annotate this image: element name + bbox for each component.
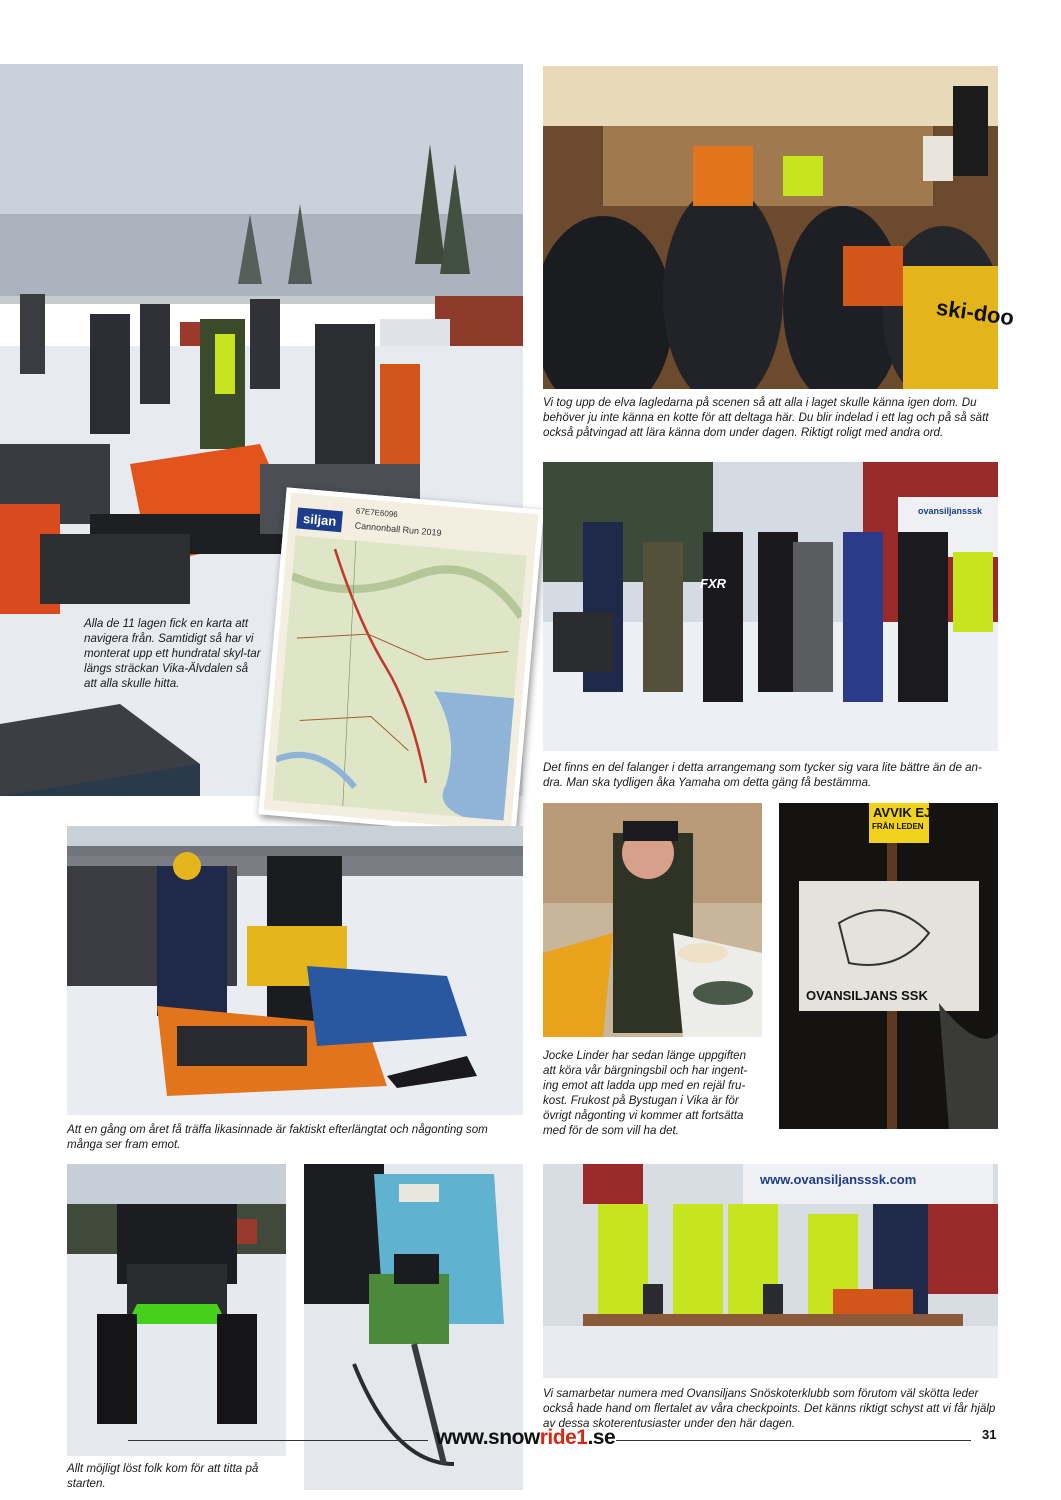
caption-map: Alla de 11 lagen fick en karta att navigera från. Samtidigt så har vi monterat upp ett hundratal skyl-tar längs sträckan Vika-Älvdalen så att alla skulle hitta. [84, 617, 261, 690]
footer-url-prefix: www.snow [436, 1426, 540, 1449]
photo-club-sign [779, 803, 998, 1129]
footer-url [436, 1426, 615, 1450]
sign-avvik: AVVIK EJ [873, 805, 932, 820]
map-card [258, 487, 544, 836]
footer-rule-right [616, 1440, 971, 1441]
footer-rule-left [128, 1440, 428, 1441]
club-banner-small: ovansiljansssk [918, 506, 983, 516]
caption-stage: Vi tog upp de elva lagledarna på scenen så att alla i laget skulle känna igen dom. Du behöver ju inte känna en kotte för att deltaga här. Du blir indelad i ett lag och på så sätt också påtvingad att lära känna dom under dagen. Riktigt roligt med andra ord. [543, 396, 989, 439]
footer-url-accent: ride1 [539, 1426, 588, 1449]
caption-yamaha: Det finns en del falanger i detta arrangemang som tycker sig vara lite bättre än de an-dra. Man ska tydligen åka Yamaha om detta gäng få bestämma. [543, 761, 982, 789]
page-number: 31 [982, 1427, 997, 1442]
skidoo-jacket-text: ski-doo [934, 294, 1016, 331]
photo-side-by-side [67, 1164, 286, 1456]
fxr-logo: FXR [700, 576, 726, 591]
siljan-logo: siljan [296, 507, 343, 532]
photo-volunteers [543, 1164, 998, 1378]
photo-stage-meeting [543, 66, 998, 389]
route-map [272, 535, 526, 820]
sign-ovansiljans: OVANSILJANS SSK [806, 988, 928, 1003]
map-code: 67E7E6096 [355, 506, 399, 520]
caption-jocke: Jocke Linder har sedan länge uppgiften att köra vår bärgningsbil och har ingent-ing emot att ladda upp med en rejäl fru-kost. Frukost på Bystugan i Vika är för övrigt någonting vi kommer att fortsätta med för de som vill ha det. [543, 1049, 748, 1137]
sign-fran-leden: FRÅN LEDEN [872, 822, 924, 831]
footer-url-suffix: .se [587, 1426, 616, 1449]
caption-meet: Att en gång om året få träffa likasinnade är faktiskt efterlängtat och någonting som många ser fram emot. [67, 1123, 488, 1151]
volunteers-banner: www.ovansiljansssk.com [760, 1172, 917, 1187]
photo-old-snowmobile [67, 826, 523, 1115]
caption-start: Allt möjligt löst folk kom för att titta på starten. [67, 1462, 259, 1490]
map-title: Cannonball Run 2019 [354, 520, 442, 539]
caption-club: Vi samarbetar numera med Ovansiljans Snöskoterklubb som förutom väl skötta leder också hade hand om flertalet av våra checkpoints. Det känns riktigt schyst att vi får hjälp av dessa skoterentusiaster under den här dagen. [543, 1387, 996, 1430]
photo-jocke-breakfast [543, 803, 762, 1037]
